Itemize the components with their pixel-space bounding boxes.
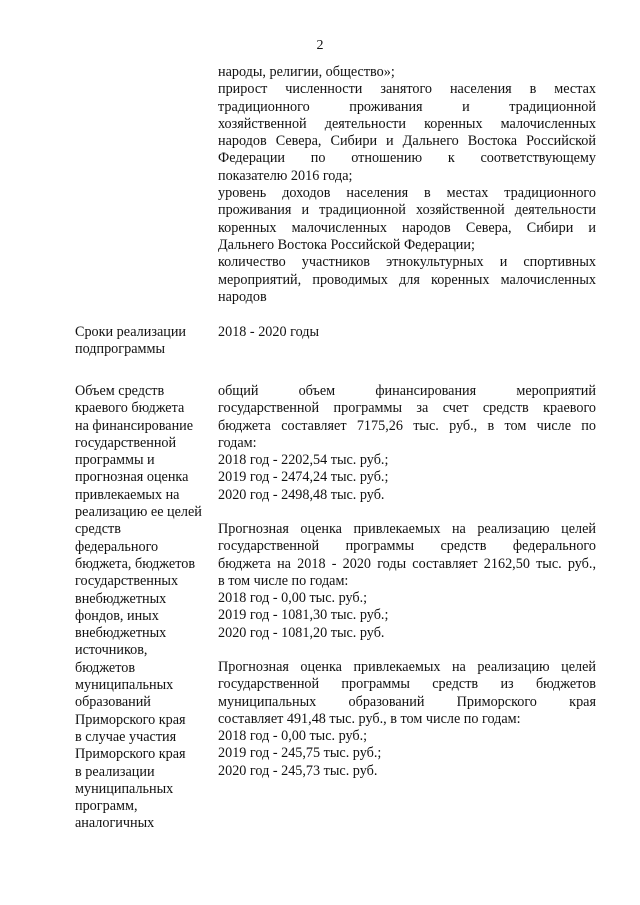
text-line: 2020 год - 2498,48 тыс. руб.	[218, 486, 385, 503]
funding-regional-paragraph	[218, 383, 596, 504]
terms-label	[75, 324, 205, 359]
text-line: 2019 год - 2474,24 тыс. руб.;	[218, 469, 389, 486]
text-line: государственной программы средств из бюджетов	[218, 676, 596, 693]
text-line: 2020 год - 245,73 тыс. руб.	[218, 762, 378, 779]
text-line: муниципальных образований Приморского края	[218, 693, 596, 710]
text-line: Прогнозная оценка привлекаемых на реализацию целей	[218, 659, 596, 675]
text-line: 2018 год - 2202,54 тыс. руб.;	[218, 452, 389, 469]
text-line: муниципальных	[75, 677, 174, 694]
text-line: народов	[218, 288, 267, 305]
indicators-continuation	[218, 64, 596, 306]
text-line: Дальнего Востока Российской Федерации;	[218, 236, 475, 253]
text-line: программы и	[75, 452, 155, 469]
terms-value: 2018 - 2020 годы	[218, 324, 320, 340]
text-line: показателю 2016 года;	[218, 167, 353, 184]
terms-value-block	[218, 324, 596, 341]
text-line: хозяйственной деятельности коренных малочисленных	[218, 115, 596, 132]
text-line: источников,	[75, 642, 148, 659]
text-line: уровень доходов населения в местах традиционного	[218, 185, 596, 202]
text-line: 2019 год - 1081,30 тыс. руб.;	[218, 607, 389, 624]
funding-label	[75, 383, 205, 833]
text-line: 2020 год - 1081,20 тыс. руб.	[218, 624, 385, 641]
text-line: Прогнозная оценка привлекаемых на реализацию целей	[218, 521, 596, 537]
text-line: на финансирование	[75, 417, 194, 434]
page-number: 2	[316, 38, 324, 53]
text-line: прогнозная оценка	[75, 469, 189, 486]
text-line: реализацию ее целей	[75, 504, 202, 521]
text-line: народы, религии, общество»;	[218, 64, 395, 80]
text-line: государственной программы за счет средств краевого	[218, 400, 596, 417]
funding-municipal-paragraph	[218, 659, 596, 780]
text-line: внебюджетных	[75, 590, 167, 607]
text-line: Приморского края	[75, 746, 186, 763]
text-line: 2019 год - 245,75 тыс. руб.;	[218, 745, 382, 762]
text-line: Приморского края	[75, 711, 186, 728]
text-line: 2018 год - 0,00 тыс. руб.;	[218, 728, 368, 745]
text-line: привлекаемых на	[75, 486, 180, 503]
text-line: программ,	[75, 798, 138, 815]
text-line: проживания и традиционной хозяйственной деятельности	[218, 202, 596, 219]
text-line: бюджета, бюджетов	[75, 555, 196, 572]
text-line: годам:	[218, 434, 257, 451]
text-line: муниципальных	[75, 780, 174, 797]
text-line: государственных	[75, 573, 179, 590]
text-line: внебюджетных	[75, 625, 167, 642]
text-line: в том числе по годам:	[218, 572, 349, 589]
text-line: аналогичных	[75, 815, 155, 832]
text-line: бюджетов	[75, 659, 136, 676]
text-line: народов Севера, Сибири и Дальнего Востока Российской	[218, 133, 596, 150]
text-line: образований	[75, 694, 151, 711]
text-line: Сроки реализации	[75, 324, 187, 340]
text-line: общий объем финансирования мероприятий	[218, 383, 596, 399]
text-line: количество участников этнокультурных и спортивных	[218, 254, 596, 271]
text-line: государственной программы средств федерального	[218, 538, 596, 555]
text-line: в реализации	[75, 763, 155, 780]
text-line: фондов, иных	[75, 607, 159, 624]
text-line: составляет 491,48 тыс. руб., в том числе по годам:	[218, 710, 521, 727]
text-line: коренных малочисленных народов Севера, Сибири и	[218, 219, 596, 236]
text-line: в случае участия	[75, 728, 177, 745]
text-line: краевого бюджета	[75, 400, 185, 417]
text-line: Объем средств	[75, 383, 165, 399]
text-line: прирост численности занятого населения в местах	[218, 81, 596, 98]
funding-federal-paragraph	[218, 521, 596, 642]
text-line: государственной	[75, 434, 177, 451]
text-line: Федерации по отношению к соответствующему	[218, 150, 596, 167]
text-line: мероприятий, проводимых для коренных малочисленных	[218, 271, 596, 288]
text-line: 2018 год - 0,00 тыс. руб.;	[218, 590, 368, 607]
text-line: средств	[75, 521, 121, 538]
text-line: бюджета на 2018 - 2020 годы составляет 2162,50 тыс. руб.,	[218, 555, 596, 572]
text-line: бюджета составляет 7175,26 тыс. руб., в том числе по	[218, 417, 596, 434]
text-line: подпрограммы	[75, 341, 165, 358]
text-line: федерального	[75, 538, 159, 555]
text-line: традиционного проживания и традиционной	[218, 98, 596, 115]
